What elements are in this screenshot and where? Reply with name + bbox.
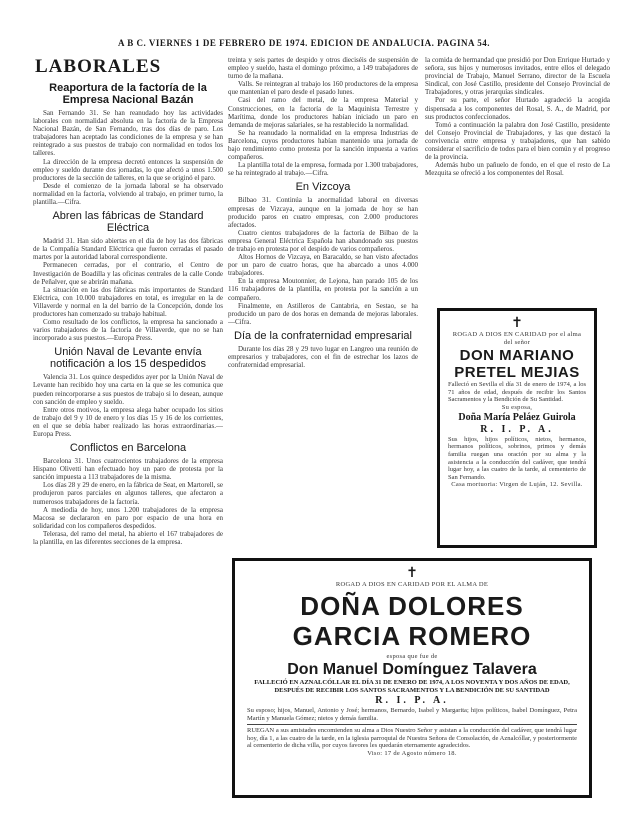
cross-icon: ✝ xyxy=(511,316,523,331)
obituary-address: Viso: 17 de Agosto número 18. xyxy=(367,749,457,757)
article-paragraph: Bilbao 31. Continúa la anormalidad laboral en diversas empresas de Vizcaya, aunque en la jornada de hoy se han producido paros en cuatro empresas, con 2.000 productores afectados. xyxy=(228,196,418,229)
article-paragraph: Además hubo un pañuelo de fondo, en el que el resto de La Mezquita se ofreció a los componentes del Rosal. xyxy=(425,161,610,178)
obituary-text: Falleció en Sevilla el día 31 de enero de 1974, a los 71 años de edad, después de recibir los Santos Sacramentos y la Bendición de Su Santidad. xyxy=(448,381,586,404)
article-paragraph: treinta y seis partes de despido y otros dieciséis de suspensión de empleo y sueldo, hasta el domingo próximo, a 149 trabajadores de turno de la mañana. xyxy=(228,56,418,81)
cross-icon: ✝ xyxy=(406,566,418,581)
article-paragraph: Casi del ramo del metal, de la empresa Material y Construcciones, en la factoría de la Maquinista Terrestre y Marítima, donde los productores habían iniciado un paro en demanda de mejoras salariales, se ha restablecido la normalidad. xyxy=(228,96,418,129)
obituary-text: Sus hijos, hijos políticos, nietos, hermanos, hermanos políticos, sobrinos, primos y demás familia ruegan una oración por su alma y la asistencia a la conducción del cadáver, que tendrá lugar hoy, a las cuatro de la tarde, al cementerio de San Fernando. xyxy=(448,435,586,481)
obituary-notice-small xyxy=(437,308,597,548)
article-subheadline: Día de la confraternidad empresarial xyxy=(234,329,412,342)
article-paragraph: Finalmente, en Astilleros de Cantabria, en Sestao, se ha producido un paro de dos horas en demanda de mejoras laborales.—Cifra. xyxy=(228,301,418,326)
article-paragraph: En la empresa Moutonnier, de Lejona, han parado 105 de los 116 trabajadores de la plantilla, en protesta por la sanción a un compañero. xyxy=(228,277,418,302)
article-paragraph: Tomó a continuación la palabra don José Castillo, presidente del Consejo Provincial de Trabajadores, y las que destacó la convivencia entre empresa y trabajadores, que han sabido considerar el sacrificio de todos para el bien común y el progreso de la provincia. xyxy=(425,120,610,162)
obituary-text: RUEGAN a sus amistades encomienden su alma a Dios Nuestro Señor y asistan a la conducción del cadáver, que tendrá lugar hoy, día 1, a las cuatro de la tarde, en la iglesia parroquial de Nuestra Señora de Consolación, de Aznalcóllar, y posteriormente al cementerio de dicha villa, por cuyos favores les quedarán eternamente agradecidos. xyxy=(247,727,577,750)
article-paragraph: Se ha reanudado la normalidad en la empresa Industrias de Barcelona, cuyos productores habían mantenido una jornada de bajo rendimiento como protesta por la sanción impuesta a varios compañeros. xyxy=(228,128,418,162)
obituary-rogad: ROGAD A DIOS EN CARIDAD POR EL ALMA DE xyxy=(335,581,489,588)
obituary-spouse-line: esposa que fue de xyxy=(386,653,438,660)
section-title: LABORALES xyxy=(35,56,162,77)
article-headline: Conflictos en Barcelona xyxy=(69,442,187,455)
obituary-husband-name: Don Manuel Domínguez Talavera xyxy=(287,661,537,678)
article-paragraph: la comida de hermandad que presidió por Don Enrique Hurtado y señora, sus hijos y numerosos invitados, entre ellos el delegado provincial de Trabajo, Manuel Serrano, director de la Escuela Sindical, con José Castillo, presidente del Consejo Provincial de Trabajadores, y otras jerarquías sindicales. xyxy=(425,56,610,97)
divider xyxy=(247,724,577,725)
obituary-widow-name: Doña María Peláez Guirola xyxy=(458,411,576,423)
article-paragraph: Permanecen cerradas, por el contrario, el Centro de Investigación de Boadilla y las oficinas centrales de la calle Conde de Peñalver, que se abrirán mañana. xyxy=(33,261,223,286)
page-header: A B C. VIERNES 1 DE FEBRERO DE 1974. EDICION DE ANDALUCIA. PAGINA 54. xyxy=(118,38,490,48)
article-headline: Abren las fábricas de Standard Eléctrica xyxy=(52,210,204,235)
article-paragraph: Valencia 31. Los quince despedidos ayer por la Unión Naval de Levante han recibido hoy una carta en la que se les comunica que pueden reincorporarse a sus puestos de trabajo si lo desean, aunque con sanción de empleo y sueldo. xyxy=(33,373,223,406)
article-paragraph: Telerasa, del ramo del metal, ha abierto el 167 trabajadores de la plantilla, en las diferentes secciones de la empresa. xyxy=(33,529,223,547)
column-3 xyxy=(425,56,610,296)
obituary-address: Casa mortuoria: Virgen de Luján, 12. Sevilla. xyxy=(451,481,583,489)
article-headline: Reaportura de la factoría de la Empresa Nacional Bazán xyxy=(49,82,207,106)
obituary-rip: R. I. P. A. xyxy=(480,423,554,435)
article-paragraph: Barcelona 31. Unos cuatrocientos trabajadores de la empresa Hispano Olivetti han efectuado hoy un paro de protesta por la sanción impuesta a 113 trabajadores de la misma. xyxy=(33,457,223,482)
article-paragraph: Los días 28 y 29 de enero, en la fábrica de Seat, en Martorell, se produjeron paros parciales en algunos talleres, que afectaron a numerosos trabajadores de la factoría. xyxy=(33,481,223,506)
article-paragraph: Durante los días 28 y 29 tuvo lugar en Langreo una reunión de empresarios y trabajadores, con el fin de estrechar los lazos de confraternidad empresarial. xyxy=(228,344,418,370)
article-headline: Unión Naval de Levante envía notificación a los 15 despedidos xyxy=(50,346,206,371)
article-paragraph: San Fernando 31. Se han reanudado hoy las actividades laborales con normalidad absoluta en la factoría de la Empresa Nacional Bazán, de San Fernando, tras dos días de paro. Los trabajadores han aceptado las condiciones de la empresa y se han reintegrado a sus puestos de trabajo con normalidad en todos los talleres. xyxy=(33,109,223,158)
article-paragraph: Entre otros motivos, la empresa alega haber ocupado los sitios de trabajo del 9 y 10 de enero y los días 15 y 16 de los corrientes, en el que se debía haber realizado las horas extraordinarias.—Europa Press. xyxy=(33,405,223,438)
obituary-rip: R. I. P. A. xyxy=(375,695,449,706)
obituary-deceased-name: DON MARIANO PRETEL MEJIAS xyxy=(454,347,580,381)
obituary-notice-large xyxy=(232,558,592,798)
article-paragraph: Como resultado de los conflictos, la empresa ha sancionado a varios trabajadores de la factoría de Villaverde, que no se han incorporado a sus puestos.—Europa Press. xyxy=(33,318,223,343)
obituary-deceased-name: DOÑA DOLORES GARCIA ROMERO xyxy=(292,591,532,651)
obituary-text: Su esposo; hijos, Manuel, Antonio y José; hermanos, Bernardo, Isabel y Margarita; hijos políticos, Isabel Domínguez, Petra Martín y Manuela Gómez; nietos y demás familia. xyxy=(247,707,577,722)
article-paragraph: Altos Hornos de Vizcaya, en Baracaldo, se han visto afectados por un paro de cuatro horas, que ha abarcado a unos 4.000 trabajadores. xyxy=(228,253,418,278)
column-2 xyxy=(228,56,418,546)
article-paragraph: A mediodía de hoy, unos 1.200 trabajadores de la empresa Macosa se declararon en paro por espacio de una hora en solidaridad con los compañeros despedidos. xyxy=(33,505,223,530)
article-paragraph: Desde el comienzo de la jornada laboral se ha observado normalidad en la factoría, volviendo al trabajo, en primer turno, la plantilla.—Cifra. xyxy=(33,181,223,207)
obituary-widow-label: Su esposa, xyxy=(501,403,533,411)
column-1 xyxy=(33,56,223,801)
article-subheadline: En Vizcoya xyxy=(295,181,351,194)
article-paragraph: La situación en las dos fábricas más importantes de Standard Eléctrica, con 10.000 trabajadores en total, es irregular en la de Villaverde y normal en la del barrio de la Concepción, donde los productores han comenzado su trabajo habitual. xyxy=(33,285,223,318)
article-paragraph: Madrid 31. Han sido abiertas en el día de hoy las dos fábricas de la Compañía Standard Eléctrica que fueron cerradas el pasado martes por la autoridad laboral correspondiente. xyxy=(33,237,223,262)
article-paragraph: Cuatro cientos trabajadores de la factoría de Bilbao de la empresa General Eléctrica Española han abandonado sus puestos de trabajo en protesta por el despido de varios compañeros. xyxy=(228,228,418,253)
article-paragraph: La plantilla total de la empresa, formada por 1.300 trabajadores, se ha reintegrado al trabajo.—Cifra. xyxy=(228,161,418,178)
article-paragraph: Valls. Se reintegran al trabajo los 160 productores de la empresa que mantenían el paro desde el pasado lunes. xyxy=(228,80,418,97)
article-paragraph: La dirección de la empresa decretó entonces la suspensión de empleo y sueldo durante dos jornadas, lo que afectó a unos 1.500 productores de la sección de talleres, en la que se originó el paro. xyxy=(33,157,223,182)
article-paragraph: Por su parte, el señor Hurtado agradeció la acogida dispensada a los componentes del Rosal, S. A., de Madrid, por sus productos confeccionados. xyxy=(425,96,610,121)
obituary-rogad: ROGAD A DIOS EN CARIDAD por el alma del señor xyxy=(452,331,582,346)
obituary-death-info: FALLECIÓ EN AZNALCÓLLAR EL DÍA 31 DE ENERO DE 1974, A LOS NOVENTA Y DOS AÑOS DE EDAD, DESPUÉS DE RECIBIR LOS SANTOS SACRAMENTOS Y LA BENDICIÓN DE SU SANTIDAD xyxy=(254,679,570,694)
